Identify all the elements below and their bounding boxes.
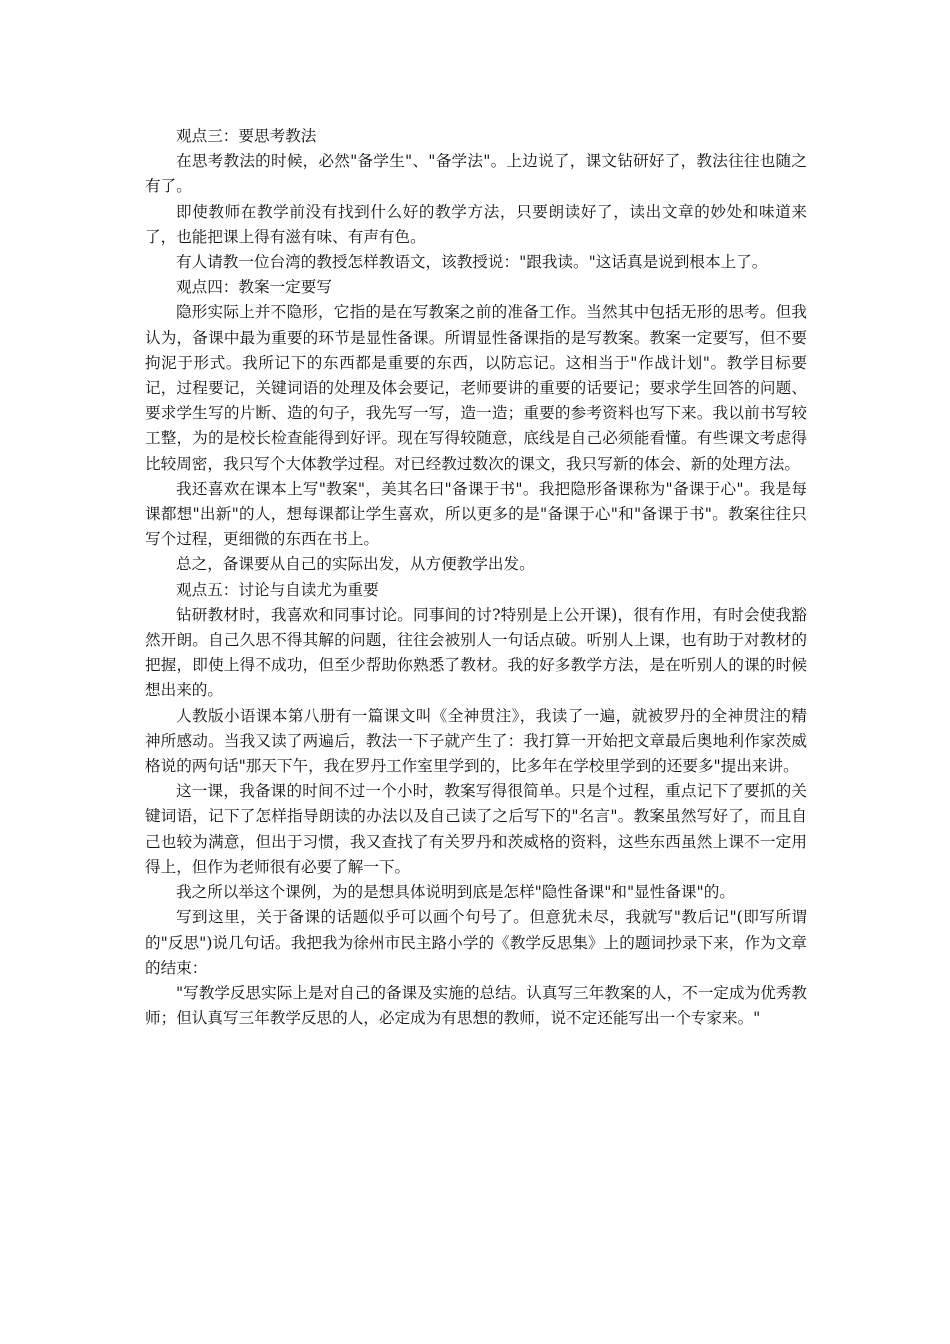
section-heading-3: 观点三：要思考教法 — [176, 127, 317, 145]
paragraph: 我之所以举这个课例，为的是想具体说明到底是怎样"隐性备课"和"显性备课"的。 — [176, 883, 735, 902]
paragraph: 我还喜欢在课本上写"教案"，美其名曰"备课于书"。我把隐形备课称为"备课于心"。我是每课都想"出新"的人，想每课都让学生喜欢，所以更多的是"备课于心"和"备课于书"。教案往往只写个过程，更细微的东西在书上。 — [145, 479, 807, 549]
paragraph: 在思考教法的时候，必然"备学生"、"备学法"。上边说了，课文钻研好了，教法往往也随之有了。 — [145, 152, 807, 196]
closing-quote: "写教学反思实际上是对自己的备课及实施的总结。认真写三年教案的人，不一定成为优秀教师；但认真写三年教学反思的人，必定成为有思想的教师，说不定还能写出一个专家来。" — [145, 983, 807, 1028]
paragraph: 钻研教材时，我喜欢和同事讨论。同事间的讨?特别是上公开课)，很有作用，有时会使我豁然开朗。自己久思不得其解的问题，往往会被别人一句话点破。听别人上课，也有助于对教材的把握，即使上得不成功，但至少帮助你熟悉了教材。我的好多教学方法，是在听别人的课的时候想出来的。 — [145, 605, 807, 700]
section-heading-5: 观点五：讨论与自读尤为重要 — [176, 580, 379, 599]
paragraph: 隐形实际上并不隐形，它指的是在写教案之前的准备工作。当然其中包括无形的思考。但我认为，备课中最为重要的环节是显性备课。所谓显性备课指的是写教案。教案一定要写，但不要拘泥于形式。我所记下的东西都是重要的东西，以防忘记。这相当于"作战计划"。教学目标要记，过程要记，关键词语的处理及体会要记，老师要讲的重要的话要记；要求学生回答的问题、要求学生写的片断、造的句子，我先写一写，造一造；重要的参考资料也写下来。我以前书写较工整，为的是校长检查能得到好评。现在写得较随意，底线是自己必须能看懂。有些课文考虑得比较周密，我只写个大体教学过程。对已经教过数次的课文，我只写新的体会、新的处理方法。 — [145, 303, 807, 473]
paragraph: 总之，备课要从自己的实际出发，从方便教学出发。 — [176, 555, 535, 574]
paragraph: 有人请教一位台湾的教授怎样教语文，该教授说："跟我读。"这话真是说到根本上了。 — [176, 253, 768, 272]
paragraph: 这一课，我备课的时间不过一个小时，教案写得很简单。只是个过程，重点记下了要抓的关键词语，记下了怎样指导朗读的办法以及自己读了之后写下的"名言"。教案虽然写好了，而且自己也较为满意，但出于习惯，我又查找了有关罗丹和茨威格的资料，这些东西虽然上课不一定用得上，但作为老师很有必要了解一下。 — [145, 782, 807, 876]
section-heading-4: 观点四：教案一定要写 — [176, 278, 332, 297]
paragraph: 即使教师在教学前没有找到什么好的教学方法，只要朗读好了，读出文章的妙处和味道来了，也能把课上得有滋有味、有声有色。 — [145, 202, 807, 246]
paragraph: 写到这里，关于备课的话题似乎可以画个句号了。但意犹未尽，我就写"教后记"(即写所谓的"反思")说几句话。我把我为徐州市民主路小学的《教学反思集》上的题词抄录下来，作为文章的结束： — [145, 908, 807, 977]
document-body — [145, 124, 807, 1031]
paragraph: 人教版小语课本第八册有一篇课文叫《全神贯注》，我读了一遍，就被罗丹的全神贯注的精神所感动。当我又读了两遍后，教法一下子就产生了：我打算一开始把文章最后奥地利作家茨威格说的两句话"那天下午，我在罗丹工作室里学到的，比多年在学校里学到的还要多"提出来讲。 — [145, 706, 807, 776]
